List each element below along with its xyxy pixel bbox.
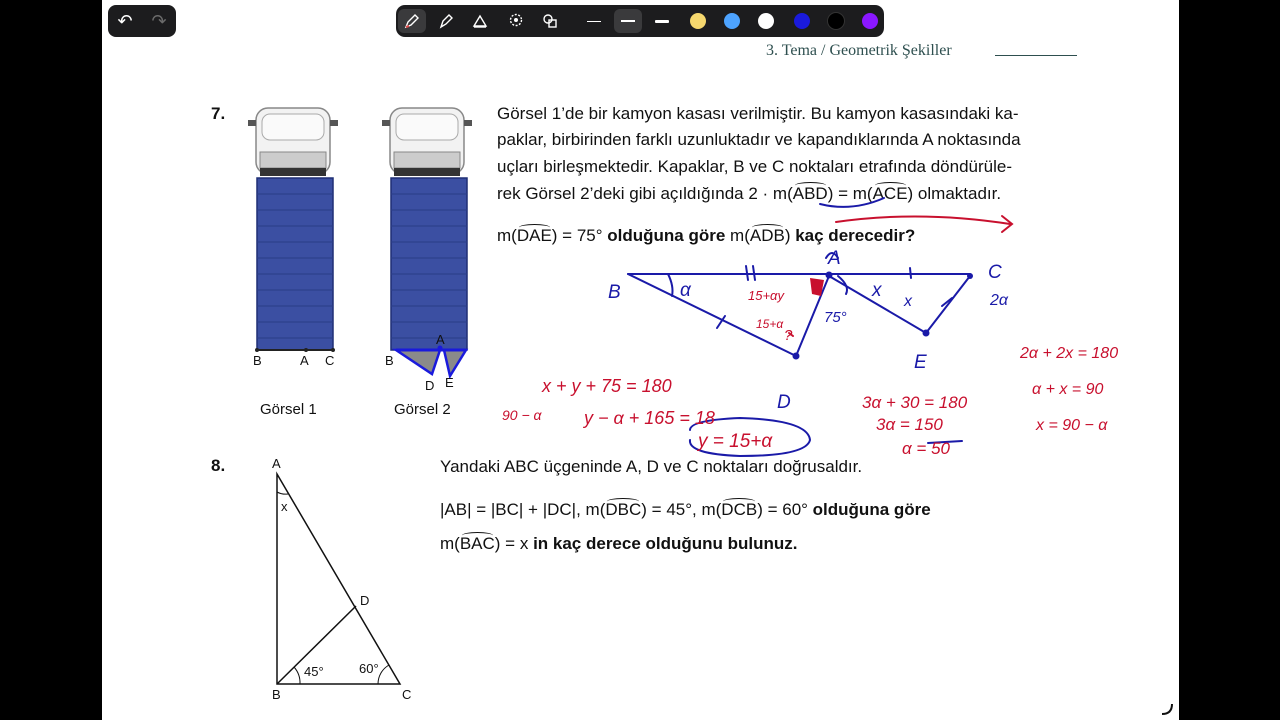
q7-line-4: rek Görsel 2’deki gibi açıldığında 2 · m(ABD) = m(ACE) olmaktadır. — [497, 184, 1002, 203]
hw-question: ? — [784, 327, 793, 344]
tri-angle-60: 60° — [359, 661, 379, 676]
fig2-label-d: D — [425, 378, 435, 393]
hw-eq-c2: α + x = 90 — [1032, 381, 1104, 398]
fig1-label-b: B — [253, 353, 262, 368]
topic-title: 3. Tema / Geometrik Şekiller — [766, 42, 952, 59]
angle-ace: ACE — [872, 184, 908, 203]
hw-label-d: D — [777, 392, 791, 413]
hw-label-e: E — [914, 352, 927, 373]
page-corner-icon — [1160, 702, 1176, 718]
q8-line-3: m(BAC) = x in kaç derece olduğunu bulunuz. — [440, 534, 798, 553]
fig2-label-e: E — [445, 375, 454, 390]
angle-bac: BAC — [459, 534, 495, 553]
hw-alpha: α — [680, 280, 691, 301]
q7-line-1: Görsel 1’de bir kamyon kasası verilmiştir. Bu kamyon kasasındaki ka- — [497, 104, 1019, 123]
tri-label-x: x — [281, 499, 288, 514]
q7-line-3: uçları birleşmektedir. Kapaklar, B ve C noktaları etrafında döndürüle- — [497, 157, 1012, 176]
fig1-label-c: C — [325, 353, 335, 368]
hw-seventy-five: 75° — [824, 309, 847, 326]
hw-fifteen-alpha-y: 15+αy — [748, 288, 784, 303]
hw-eq-a2: 90 − α — [502, 407, 542, 423]
hw-x1: x — [872, 280, 882, 301]
angle-abd: ABD — [792, 184, 828, 203]
tri-label-c: C — [402, 687, 412, 702]
hw-x2: x — [904, 293, 912, 310]
hw-label-c: C — [988, 262, 1002, 283]
hw-eq-a3: y − α + 165 = 18 — [584, 408, 715, 428]
hw-eq-c3: x = 90 − α — [1036, 417, 1108, 434]
q8-line-1: Yandaki ABC üçgeninde A, D ve C noktaları doğrusaldır. — [440, 457, 863, 476]
tri-label-d: D — [360, 593, 370, 608]
redo-icon[interactable]: ↷ — [151, 11, 167, 31]
hw-two-alpha: 2α — [990, 292, 1009, 309]
tri-label-a: A — [272, 456, 281, 471]
undo-icon[interactable]: ↶ — [117, 11, 133, 31]
hw-label-b: B — [608, 282, 621, 303]
question-7-number: 7. — [211, 104, 226, 123]
hw-eq-b3: α = 50 — [902, 439, 950, 458]
hw-eq-a4: y = 15+α — [698, 431, 773, 452]
question-8-number: 8. — [211, 456, 226, 475]
hw-fifteen-alpha: 15+α — [756, 317, 784, 331]
hw-eq-a1: x + y + 75 = 180 — [542, 376, 672, 396]
hw-eq-b2: 3α = 150 — [876, 415, 943, 434]
angle-adb: ADB — [749, 226, 785, 245]
angle-dae: DAE — [516, 226, 552, 245]
tri-angle-45: 45° — [304, 664, 324, 679]
figure-1-caption: Görsel 1 — [260, 401, 317, 418]
fig1-label-a: A — [300, 353, 309, 368]
figure-2-caption: Görsel 2 — [394, 401, 451, 418]
fig2-label-b: B — [385, 353, 394, 368]
hw-label-a: A — [828, 248, 841, 269]
q7-condition: m(DAE) = 75° olduğuna göre m(ADB) kaç derecedir? — [497, 226, 916, 245]
angle-dcb: DCB — [721, 500, 758, 519]
angle-dbc: DBC — [605, 500, 642, 519]
hw-eq-b1: 3α + 30 = 180 — [862, 393, 968, 412]
q8-line-2: |AB| = |BC| + |DC|, m(DBC) = 45°, m(DCB) = 60° olduğuna göre — [440, 500, 931, 519]
hw-eq-c1: 2α + 2x = 180 — [1020, 345, 1119, 362]
q7-line-2: paklar, birbirinden farklı uzunluktadır ve kapandıklarında A noktasında — [497, 130, 1021, 149]
tri-label-b: B — [272, 687, 281, 702]
fig2-label-a: A — [436, 332, 445, 347]
